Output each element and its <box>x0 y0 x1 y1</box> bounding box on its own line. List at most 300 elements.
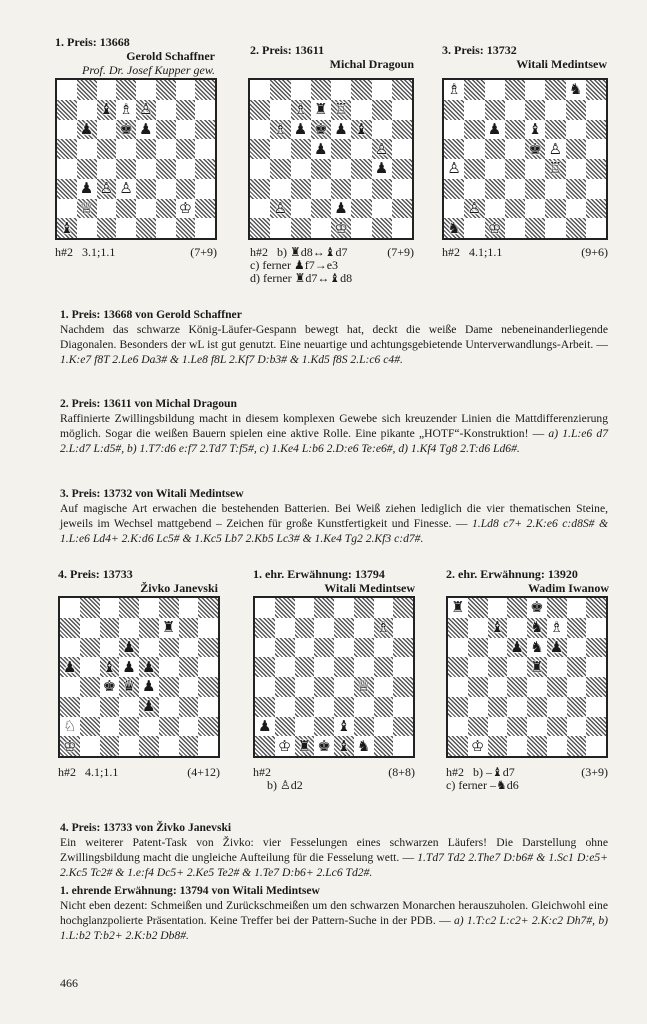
chess-piece: ♝ <box>528 119 542 138</box>
square-g7 <box>176 100 196 120</box>
chess-piece: ♙ <box>119 179 133 198</box>
square-g1 <box>372 218 392 238</box>
square-d4 <box>119 677 139 697</box>
square-d5 <box>311 139 331 159</box>
square-e2 <box>334 717 354 737</box>
square-c5 <box>100 657 120 677</box>
problem-5-stipulation: h#2 <box>253 765 271 779</box>
square-b5 <box>464 139 484 159</box>
square-d1 <box>507 736 527 756</box>
square-d8 <box>119 598 139 618</box>
square-h8 <box>198 598 218 618</box>
solution-3-moves: 1.Ld8 c7+ 2.K:e6 c:d8S# & 1.L:e6 Ld4+ 2.K:d6 Lc5# & 1.Kc5 Lb7 2.Kb5 Lc3# & 1.Ke4 Tg2 2.Kf3 c:d7#. <box>60 517 608 545</box>
problem-2-twin-c: c) ferner ♟f7→e3 <box>250 258 339 272</box>
square-g6 <box>567 638 587 658</box>
square-a7 <box>255 618 275 638</box>
chess-piece: ♝ <box>99 100 114 119</box>
square-d8 <box>505 80 525 100</box>
square-g3 <box>566 179 586 199</box>
square-d6 <box>311 120 331 140</box>
chess-piece: ♙ <box>467 198 482 217</box>
square-h1 <box>393 736 413 756</box>
square-d7 <box>311 100 331 120</box>
square-h6 <box>393 638 413 658</box>
chess-piece: ♞ <box>356 736 371 755</box>
square-g3 <box>176 179 196 199</box>
chess-piece: ♗ <box>293 100 308 119</box>
square-a8 <box>448 598 468 618</box>
square-f8 <box>547 598 567 618</box>
solution-5-moves: a) 1.T:c2 L:c2+ 2.K:c2 Dh7#, b) 1.L:b2 T:b2+ 2.K:b2 Db8#. <box>60 914 608 942</box>
chess-piece: ♟ <box>142 677 156 696</box>
square-d6 <box>507 638 527 658</box>
solution-2-moves: a) 1.L:e6 d7 2.L:d7 L:d5#, b) 1.T7:d6 e:f7 2.Td7 T:f5#, c) 1.Ke4 L:b6 2.D:e6 Te:e6#, d) 1.Kf4 Tg8 2.T:d6 Ld6#. <box>60 427 608 455</box>
square-g1 <box>374 736 394 756</box>
square-c7 <box>97 100 117 120</box>
square-d4 <box>116 159 136 179</box>
square-a7 <box>57 100 77 120</box>
square-a3 <box>57 179 77 199</box>
square-d8 <box>116 80 136 100</box>
square-g8 <box>566 80 586 100</box>
square-d4 <box>311 159 331 179</box>
square-e4 <box>527 677 547 697</box>
square-a5 <box>60 657 80 677</box>
chess-piece: ♟ <box>374 159 389 178</box>
chess-piece: ♗ <box>447 80 461 99</box>
square-a6 <box>444 120 464 140</box>
square-c4 <box>295 677 315 697</box>
problem-1-info <box>55 246 217 259</box>
square-f6 <box>351 120 371 140</box>
chess-piece: ♜ <box>161 618 176 637</box>
square-h5 <box>586 139 606 159</box>
square-h2 <box>586 717 606 737</box>
square-a2 <box>57 199 77 219</box>
square-d7 <box>116 100 136 120</box>
square-g1 <box>566 218 586 238</box>
square-g4 <box>176 159 196 179</box>
square-c3 <box>485 179 505 199</box>
square-b5 <box>468 657 488 677</box>
square-f2 <box>156 199 176 219</box>
square-c3 <box>295 697 315 717</box>
square-g7 <box>566 100 586 120</box>
chess-piece: ♙ <box>273 198 288 217</box>
square-g7 <box>372 100 392 120</box>
square-f1 <box>545 218 565 238</box>
chess-piece: ♜ <box>297 736 312 755</box>
chess-piece: ♙ <box>139 100 153 119</box>
square-h1 <box>586 736 606 756</box>
square-h7 <box>392 100 412 120</box>
square-e8 <box>525 80 545 100</box>
square-g2 <box>176 199 196 219</box>
chess-piece: ♟ <box>487 119 502 138</box>
square-b7 <box>270 100 290 120</box>
square-d5 <box>119 657 139 677</box>
square-f2 <box>354 717 374 737</box>
solution-2-heading: 2. Preis: 13611 von Michal Dragoun <box>60 397 237 410</box>
solution-5 <box>60 883 608 943</box>
square-g2 <box>179 717 199 737</box>
square-b6 <box>77 120 97 140</box>
solution-1-moves: 1.K:e7 f8T 2.Le6 Da3# & 1.Le8 f8L 2.Kf7 D:b3# & 1.Kd5 f8S 2.L:c6 c4#. <box>60 353 403 366</box>
square-c3 <box>291 179 311 199</box>
square-d7 <box>314 618 334 638</box>
square-d3 <box>314 697 334 717</box>
square-b1 <box>275 736 295 756</box>
square-d6 <box>505 120 525 140</box>
square-e8 <box>139 598 159 618</box>
square-c3 <box>100 697 120 717</box>
square-b1 <box>77 218 97 238</box>
square-h1 <box>195 218 215 238</box>
square-g2 <box>374 717 394 737</box>
square-b3 <box>270 179 290 199</box>
square-c1 <box>97 218 117 238</box>
square-e7 <box>139 618 159 638</box>
chess-piece: ♙ <box>447 159 461 178</box>
square-b7 <box>80 618 100 638</box>
square-e2 <box>136 199 156 219</box>
square-c7 <box>291 100 311 120</box>
square-h2 <box>586 199 606 219</box>
problem-3-count: (9+6) <box>581 245 608 259</box>
chess-piece: ♔ <box>178 198 193 217</box>
square-f8 <box>354 598 374 618</box>
square-g6 <box>176 120 196 140</box>
square-h7 <box>586 618 606 638</box>
square-e1 <box>334 736 354 756</box>
square-h6 <box>198 638 218 658</box>
solution-5-text: Nicht eben dezent: Schmeißen und Zurückschmeißen um den schwarzen Monarchen herauszuholen. Gleichwohl eine hochglanzpolierte Präsentation. Keine Treffer bei der Pattern-Suche in der PDB. — <box>60 899 608 927</box>
square-b5 <box>77 139 97 159</box>
chess-piece: ♝ <box>490 618 505 637</box>
square-e1 <box>527 736 547 756</box>
chess-piece: ♜ <box>314 100 328 119</box>
square-b4 <box>270 159 290 179</box>
square-b2 <box>270 199 290 219</box>
square-f3 <box>351 179 371 199</box>
square-a4 <box>57 159 77 179</box>
square-b3 <box>77 179 97 199</box>
chess-piece: ♙ <box>99 179 114 198</box>
square-f5 <box>159 657 179 677</box>
square-e2 <box>525 199 545 219</box>
problem-1-stipulation: h#2 3.1;1.1 <box>55 245 116 259</box>
problem-1-header <box>55 35 215 77</box>
square-e6 <box>334 638 354 658</box>
chess-piece: ♚ <box>528 139 542 158</box>
square-e6 <box>527 638 547 658</box>
square-d5 <box>507 657 527 677</box>
square-h2 <box>392 199 412 219</box>
chess-piece: ♕ <box>79 198 94 217</box>
chess-piece: ♗ <box>549 618 564 637</box>
square-c1 <box>295 736 315 756</box>
chess-piece: ♔ <box>63 736 77 755</box>
problem-2-title: 2. Preis: 13611 <box>250 43 325 57</box>
problem-3-info <box>442 246 608 259</box>
square-d3 <box>311 179 331 199</box>
square-c6 <box>100 638 120 658</box>
square-h3 <box>586 179 606 199</box>
square-g3 <box>372 179 392 199</box>
square-b3 <box>464 179 484 199</box>
square-f6 <box>156 120 176 140</box>
chess-piece: ♟ <box>334 119 348 138</box>
square-f8 <box>156 80 176 100</box>
square-g4 <box>179 677 199 697</box>
square-f8 <box>351 80 371 100</box>
square-e1 <box>525 218 545 238</box>
problem-6-author: Wadim Iwanow <box>527 581 609 595</box>
square-h2 <box>195 199 215 219</box>
chess-board-5 <box>253 596 415 758</box>
square-f6 <box>159 638 179 658</box>
square-h6 <box>586 638 606 658</box>
square-b6 <box>270 120 290 140</box>
square-b4 <box>275 677 295 697</box>
problem-2-author: Michal Dragoun <box>329 57 414 71</box>
square-a8 <box>250 80 270 100</box>
square-a1 <box>448 736 468 756</box>
square-a5 <box>255 657 275 677</box>
chess-piece: ♟ <box>510 637 524 656</box>
square-g2 <box>372 199 392 219</box>
square-b7 <box>77 100 97 120</box>
square-b2 <box>464 199 484 219</box>
square-g6 <box>179 638 199 658</box>
square-a3 <box>60 697 80 717</box>
chess-piece: ♚ <box>317 736 331 755</box>
chess-piece: ♞ <box>568 80 583 99</box>
square-a4 <box>255 677 275 697</box>
square-a2 <box>444 199 464 219</box>
problem-6-info <box>446 766 608 792</box>
square-h1 <box>392 218 412 238</box>
chess-piece: ♛ <box>122 677 136 696</box>
chess-piece: ♚ <box>314 119 328 138</box>
square-e1 <box>331 218 351 238</box>
square-c1 <box>485 218 505 238</box>
square-e4 <box>331 159 351 179</box>
square-e4 <box>139 677 159 697</box>
square-d5 <box>116 139 136 159</box>
square-b7 <box>468 618 488 638</box>
square-b6 <box>80 638 100 658</box>
square-b3 <box>468 697 488 717</box>
square-d7 <box>119 618 139 638</box>
square-a3 <box>250 179 270 199</box>
square-c5 <box>485 139 505 159</box>
chess-board-4 <box>58 596 220 758</box>
square-b1 <box>270 218 290 238</box>
square-f1 <box>156 218 176 238</box>
square-f4 <box>545 159 565 179</box>
problem-5-title: 1. ehr. Erwähnung: 13794 <box>253 567 385 581</box>
square-d2 <box>119 717 139 737</box>
square-d1 <box>505 218 525 238</box>
solution-4-heading: 4. Preis: 13733 von Živko Janevski <box>60 821 232 834</box>
square-e1 <box>139 736 159 756</box>
square-c3 <box>488 697 508 717</box>
solution-3 <box>60 486 608 546</box>
square-d6 <box>314 638 334 658</box>
square-a4 <box>448 677 468 697</box>
square-g1 <box>567 736 587 756</box>
chess-piece: ♔ <box>334 218 348 237</box>
square-a2 <box>448 717 468 737</box>
square-f1 <box>547 736 567 756</box>
chess-piece: ♗ <box>376 618 391 637</box>
problem-4-title: 4. Preis: 13733 <box>58 567 133 581</box>
square-e6 <box>525 120 545 140</box>
square-h6 <box>392 120 412 140</box>
square-d3 <box>505 179 525 199</box>
square-c8 <box>295 598 315 618</box>
square-e8 <box>527 598 547 618</box>
solution-4-text: Ein weiterer Patent-Task von Živko: vier Fesselungen eines schwarzen Läufers! Die Darstellung ohne Zwillingsbildung macht die ungleiche Aufteilung für die Fesselung wett. — <box>60 836 608 864</box>
square-h6 <box>195 120 215 140</box>
square-d8 <box>314 598 334 618</box>
square-e2 <box>139 717 159 737</box>
problem-2-info <box>250 246 414 285</box>
square-c1 <box>488 736 508 756</box>
problem-1-count: (7+9) <box>190 245 217 259</box>
problem-3-author: Witali Medintsew <box>516 57 607 71</box>
chess-piece: ♟ <box>122 637 136 656</box>
problem-4-header <box>58 567 218 595</box>
square-b8 <box>77 80 97 100</box>
square-c7 <box>488 618 508 638</box>
square-h4 <box>393 677 413 697</box>
square-f2 <box>159 717 179 737</box>
square-a1 <box>57 218 77 238</box>
square-a6 <box>448 638 468 658</box>
square-h3 <box>393 697 413 717</box>
square-f5 <box>545 139 565 159</box>
chess-piece: ♟ <box>139 119 153 138</box>
square-e5 <box>334 657 354 677</box>
square-e4 <box>136 159 156 179</box>
square-d2 <box>116 199 136 219</box>
square-b5 <box>270 139 290 159</box>
square-h2 <box>198 717 218 737</box>
square-g8 <box>567 598 587 618</box>
square-c7 <box>485 100 505 120</box>
chess-piece: ♟ <box>142 657 156 676</box>
square-d4 <box>505 159 525 179</box>
square-c6 <box>97 120 117 140</box>
chess-piece: ♟ <box>549 637 564 656</box>
square-a8 <box>57 80 77 100</box>
square-g5 <box>179 657 199 677</box>
chess-piece: ♞ <box>530 618 544 637</box>
square-f8 <box>159 598 179 618</box>
square-c2 <box>488 717 508 737</box>
problem-3-title: 3. Preis: 13732 <box>442 43 517 57</box>
square-h8 <box>195 80 215 100</box>
chess-piece: ♟ <box>122 657 136 676</box>
page-number: 466 <box>60 976 78 990</box>
square-c2 <box>291 199 311 219</box>
square-a4 <box>250 159 270 179</box>
chess-piece: ♖ <box>548 159 563 178</box>
problem-3-header <box>442 43 607 71</box>
square-h1 <box>586 218 606 238</box>
square-d5 <box>505 139 525 159</box>
square-a1 <box>250 218 270 238</box>
square-a7 <box>444 100 464 120</box>
problem-4-stipulation: h#2 4.1;1.1 <box>58 765 119 779</box>
chess-piece: ♞ <box>530 637 544 656</box>
square-e5 <box>331 139 351 159</box>
problem-1-title: 1. Preis: 13668 <box>55 35 130 49</box>
square-a1 <box>255 736 275 756</box>
problem-6-twin-c: c) ferner –♞d6 <box>446 778 519 792</box>
square-d1 <box>119 736 139 756</box>
square-c2 <box>100 717 120 737</box>
chess-piece: ♔ <box>277 736 292 755</box>
square-f3 <box>159 697 179 717</box>
square-h7 <box>198 618 218 638</box>
chess-piece: ♝ <box>60 218 74 237</box>
chess-piece: ♟ <box>79 119 94 138</box>
solution-1 <box>60 307 608 367</box>
square-e5 <box>525 139 545 159</box>
square-a4 <box>444 159 464 179</box>
square-c5 <box>97 139 117 159</box>
chess-piece: ♞ <box>447 218 461 237</box>
square-d1 <box>311 218 331 238</box>
square-b1 <box>468 736 488 756</box>
square-g1 <box>179 736 199 756</box>
problem-2-count: (7+9) <box>387 245 414 259</box>
square-f3 <box>354 697 374 717</box>
problem-5-count: (8+8) <box>388 765 415 779</box>
square-e6 <box>136 120 156 140</box>
square-c4 <box>100 677 120 697</box>
solution-3-text: Auf magische Art erwachen die bestehenden Batterien. Bei Weiß ziehen lediglich die vier thematischen Steine, jeweils im Wechsel mattgebend – Zeichen für große Kunstfertigkeit und Finesse. — <box>60 502 608 530</box>
solution-1-heading: 1. Preis: 13668 von Gerold Schaffner <box>60 308 242 321</box>
square-c8 <box>100 598 120 618</box>
square-h3 <box>198 697 218 717</box>
square-g4 <box>567 677 587 697</box>
square-b6 <box>275 638 295 658</box>
square-c8 <box>485 80 505 100</box>
chess-piece: ♟ <box>63 657 77 676</box>
problem-6-stipulation: h#2 b) –♝d7 <box>446 765 515 779</box>
square-d5 <box>314 657 334 677</box>
square-h5 <box>198 657 218 677</box>
square-d6 <box>119 638 139 658</box>
square-f3 <box>545 179 565 199</box>
square-g2 <box>566 199 586 219</box>
square-e3 <box>334 697 354 717</box>
square-c8 <box>488 598 508 618</box>
square-b2 <box>468 717 488 737</box>
square-b6 <box>468 638 488 658</box>
chess-piece: ♚ <box>119 119 133 138</box>
chess-piece: ♗ <box>119 100 133 119</box>
chess-piece: ♝ <box>337 716 351 735</box>
square-h5 <box>393 657 413 677</box>
square-e6 <box>331 120 351 140</box>
square-a7 <box>448 618 468 638</box>
square-b1 <box>80 736 100 756</box>
